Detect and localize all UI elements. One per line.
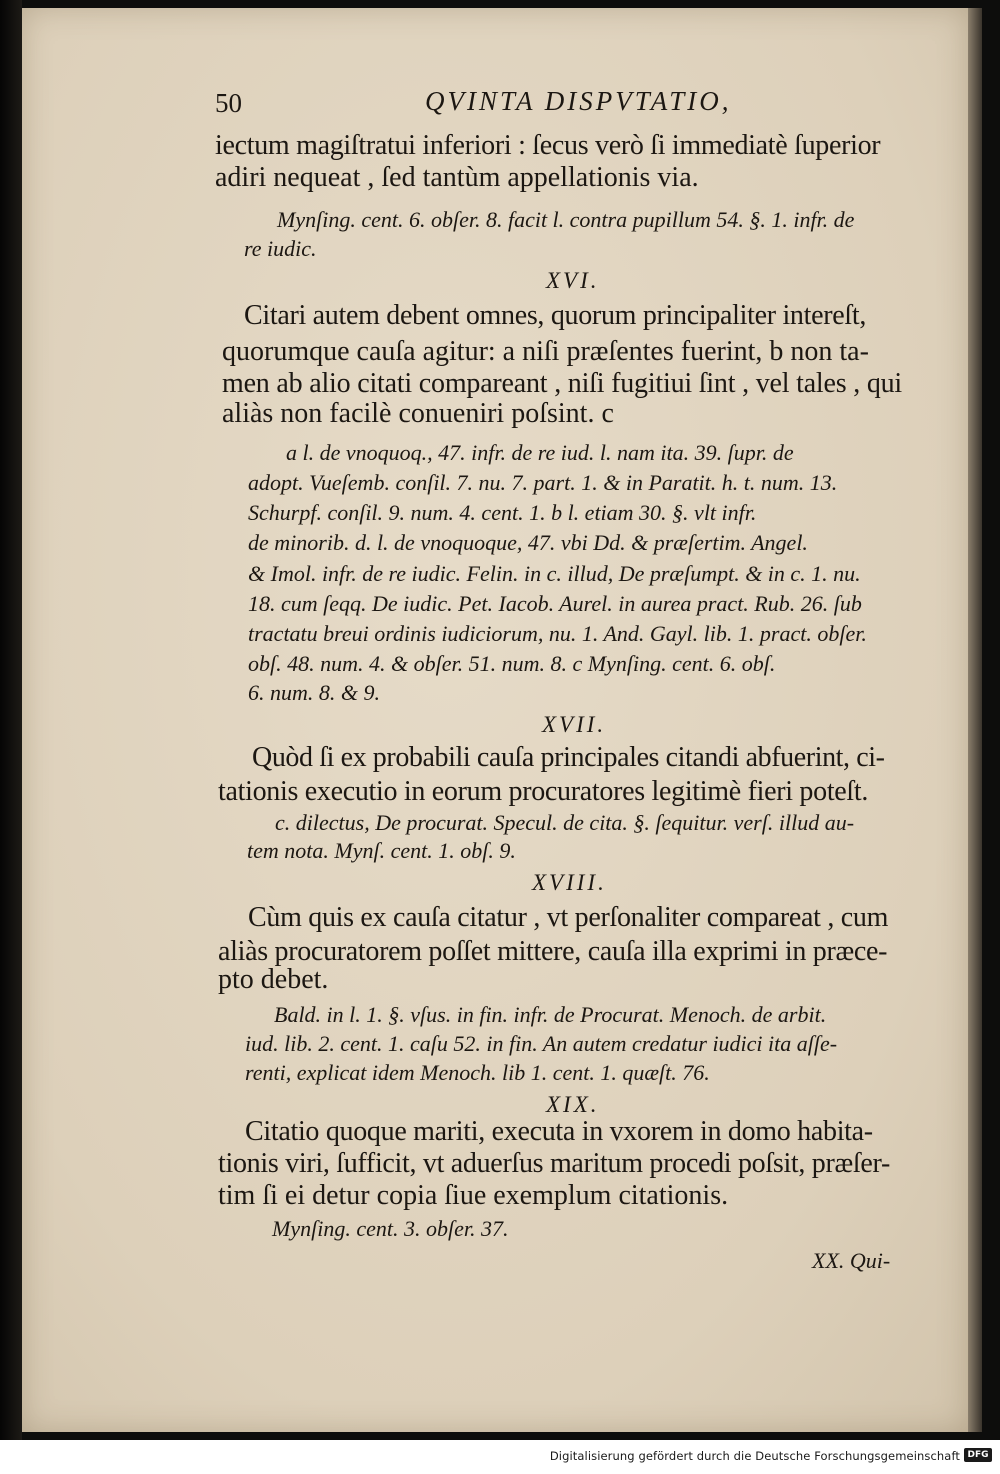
citation-line: de minorib. d. l. de vnoquoque, 47. vbi Dd. & præſertim. Angel. — [248, 530, 808, 555]
page-number: 50 — [215, 88, 242, 118]
citation-line: a l. de vnoquoq., 47. infr. de re iud. l. nam ita. 39. ſupr. de — [286, 440, 794, 465]
page-edge-shadow — [968, 8, 982, 1432]
scan-border-left — [0, 0, 22, 1440]
text-line: quorumque cauſa agitur: a niſi præſentes fuerint, b non ta- — [222, 336, 869, 367]
catchword: XX. Qui- — [812, 1248, 891, 1273]
citation-line: Bald. in l. 1. §. vſus. in fin. infr. de Procurat. Menoch. de arbit. — [274, 1002, 827, 1027]
text-line: tationis executio in eorum procuratores legitimè fieri poteſt. — [218, 776, 869, 807]
citation-line: Mynſing. cent. 6. obſer. 8. facit l. contra pupillum 54. §. 1. infr. de — [277, 207, 855, 232]
citation-line: & Imol. infr. de re iudic. Felin. in c. illud, De præſumpt. & in c. 1. nu. — [248, 561, 861, 586]
text-line: aliàs non facilè conueniri poſsint. c — [222, 398, 614, 429]
citation-line: iud. lib. 2. cent. 1. caſu 52. in fin. An autem credatur iudici ita aſſe- — [245, 1031, 838, 1056]
citation-line: renti, explicat idem Menoch. lib 1. cent. 1. quæſt. 76. — [245, 1060, 710, 1085]
section-heading: XVI. — [546, 268, 600, 293]
section-heading: XVII. — [542, 712, 607, 737]
citation-line: Schurpf. conſil. 9. num. 4. cent. 1. b l. etiam 30. §. vlt infr. — [248, 500, 757, 525]
text-line: men ab alio citati compareant , niſi fugitiui ſint , vel tales , qui — [222, 368, 903, 399]
text-line: iectum magiſtratui inferiori : ſecus verò ſi immediatè ſuperior — [215, 130, 881, 161]
text-line: Cùm quis ex cauſa citatur , vt perſonaliter compareat , cum — [248, 902, 889, 933]
citation-line: obſ. 48. num. 4. & obſer. 51. num. 8. c Mynſing. cent. 6. obſ. — [248, 651, 776, 676]
text-line: tim ſi ei detur copia ſiue exemplum citationis. — [218, 1180, 729, 1211]
section-heading: XVIII. — [532, 870, 607, 895]
running-title: QVINTA DISPVTATIO, — [425, 86, 732, 116]
text-line: aliàs procuratorem poſſet mittere, cauſa illa exprimi in præce- — [218, 936, 888, 967]
text-line: Quòd ſi ex probabili cauſa principales citandi abfuerint, ci- — [252, 742, 885, 773]
citation-line: tractatu breui ordinis iudiciorum, nu. 1. And. Gayl. lib. 1. pract. obſer. — [248, 621, 867, 646]
text-line: pto debet. — [218, 964, 329, 995]
digitization-credit: Digitalisierung gefördert durch die Deutsche Forschungsgemeinschaft — [549, 1449, 960, 1463]
citation-line: re iudic. — [244, 236, 317, 261]
citation-line: c. dilectus, De procurat. Specul. de cita. §. ſequitur. verſ. illud au- — [275, 810, 855, 835]
citation-line: adopt. Vueſemb. conſil. 7. nu. 7. part. 1. & in Paratit. h. t. num. 13. — [248, 470, 838, 495]
text-line: Citari autem debent omnes, quorum principaliter intereſt, — [244, 300, 867, 331]
dfg-logo: DFG — [964, 1448, 992, 1462]
citation-line: 6. num. 8. & 9. — [248, 680, 380, 705]
citation-line: 18. cum ſeqq. De iudic. Pet. Iacob. Aurel. in aurea pract. Rub. 26. ſub — [248, 591, 862, 616]
text-line: Citatio quoque mariti, executa in vxorem in domo habita- — [245, 1116, 873, 1147]
section-heading: XIX. — [546, 1092, 600, 1117]
text-line: adiri nequeat , ſed tantùm appellationis via. — [215, 162, 699, 193]
citation-line: tem nota. Mynſ. cent. 1. obſ. 9. — [247, 838, 516, 863]
citation-line: Mynſing. cent. 3. obſer. 37. — [272, 1216, 509, 1241]
text-line: tionis viri, ſufficit, vt aduerſus maritum procedi poſsit, præſer- — [218, 1148, 890, 1179]
